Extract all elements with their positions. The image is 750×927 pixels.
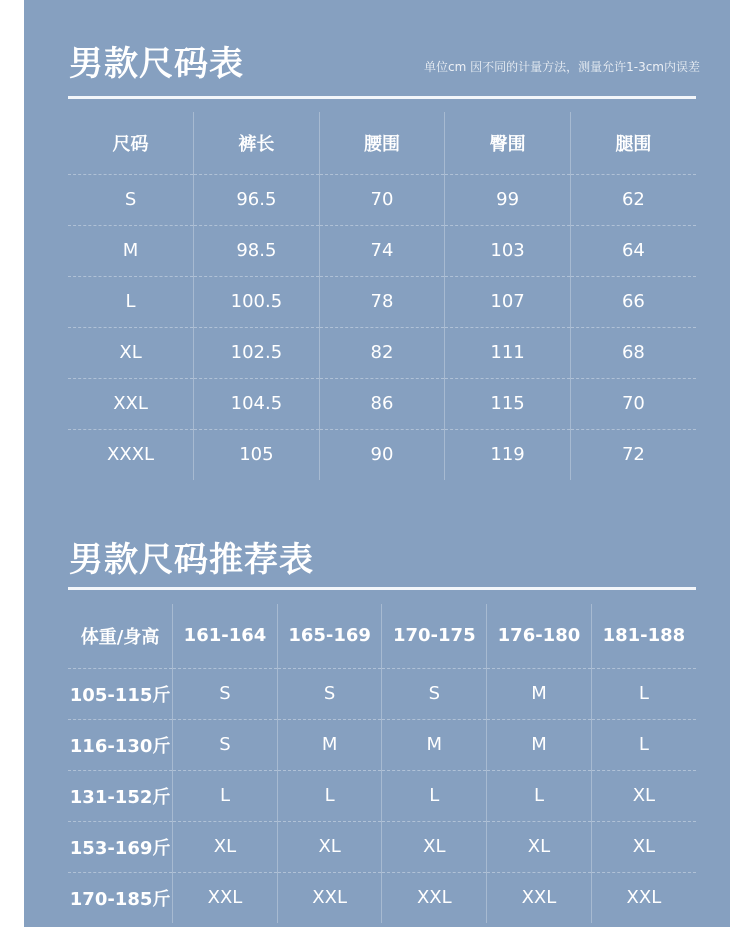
table-row: [68, 668, 696, 719]
table-cell: 82: [319, 327, 445, 378]
weight-cell: 153-169斤: [68, 821, 173, 872]
table-cell: L: [277, 770, 382, 821]
table-cell: S: [277, 668, 382, 719]
table-cell: 64: [570, 225, 696, 276]
table-row: [68, 719, 696, 770]
table-cell: XXL: [487, 872, 592, 923]
table-row: [68, 429, 696, 480]
table-row: [68, 276, 696, 327]
table-cell: M: [382, 719, 487, 770]
table-cell: 78: [319, 276, 445, 327]
recommend-table: [68, 604, 696, 923]
table-cell: L: [591, 719, 696, 770]
weight-cell: 131-152斤: [68, 770, 173, 821]
header-hip: 臀围: [445, 112, 571, 174]
table-cell: S: [173, 719, 278, 770]
table-cell: 96.5: [194, 174, 320, 225]
table-cell: XL: [591, 770, 696, 821]
table-cell: 72: [570, 429, 696, 480]
weight-cell: 170-185斤: [69, 888, 171, 910]
table-cell: 103: [445, 225, 571, 276]
title-divider: [68, 96, 696, 99]
table-cell: 62: [570, 174, 696, 225]
recommend-title-divider: [68, 587, 696, 590]
table-cell: M: [487, 668, 592, 719]
weight-cell: 116-130斤: [68, 719, 173, 770]
table-cell: L: [68, 276, 194, 327]
table-cell: XXXL: [107, 444, 155, 466]
table-cell: 99: [445, 174, 571, 225]
table-cell: XXL: [277, 872, 382, 923]
table-cell: S: [68, 174, 194, 225]
table-cell: 86: [319, 378, 445, 429]
table-cell: 90: [319, 429, 445, 480]
table-cell: 98.5: [194, 225, 320, 276]
size-chart-title: 男款尺码表: [69, 44, 244, 84]
header-size: 尺码: [68, 112, 194, 174]
header-height-range: 181-188: [591, 604, 696, 668]
table-row: [68, 872, 696, 923]
weight-cell: 105-115斤: [68, 668, 173, 719]
table-cell: 74: [319, 225, 445, 276]
recommend-chart-title: 男款尺码推荐表: [69, 540, 314, 580]
header-thigh: 腿围: [570, 112, 696, 174]
table-row: [68, 821, 696, 872]
table-cell: XXL: [591, 872, 696, 923]
header-length: 裤长: [194, 112, 320, 174]
table-cell: L: [591, 668, 696, 719]
table-cell: 66: [570, 276, 696, 327]
table-cell: XL: [68, 327, 194, 378]
table-cell: L: [487, 770, 592, 821]
table-cell: XXL: [382, 872, 487, 923]
table-cell: XL: [173, 821, 278, 872]
header-height-range: 176-180: [487, 604, 592, 668]
table-cell: 107: [445, 276, 571, 327]
table-cell: 104.5: [194, 378, 320, 429]
table-cell: L: [173, 770, 278, 821]
table-row: [68, 770, 696, 821]
table-cell: 115: [445, 378, 571, 429]
table-cell: XXL: [68, 378, 194, 429]
table-cell: XL: [487, 821, 592, 872]
size-table: [68, 112, 696, 480]
table-cell: M: [68, 225, 194, 276]
table-cell: 70: [570, 378, 696, 429]
table-cell: 68: [570, 327, 696, 378]
table-row: [68, 174, 696, 225]
table-cell: M: [277, 719, 382, 770]
table-row: [68, 327, 696, 378]
header-weight-height: 体重/身高: [68, 604, 173, 668]
header-height-range: 170-175: [382, 604, 487, 668]
table-cell: 70: [319, 174, 445, 225]
recommend-table-header: [68, 604, 696, 668]
table-cell: XL: [591, 821, 696, 872]
size-table-header: [68, 112, 696, 174]
table-cell: M: [487, 719, 592, 770]
table-cell: L: [382, 770, 487, 821]
header-height-range: 161-164: [173, 604, 278, 668]
table-cell: 111: [445, 327, 571, 378]
table-cell: 105: [194, 429, 320, 480]
size-chart-panel: [24, 0, 730, 927]
table-row: [68, 378, 696, 429]
table-cell: 119: [445, 429, 571, 480]
header-waist: 腰围: [319, 112, 445, 174]
table-cell: 100.5: [194, 276, 320, 327]
table-cell: S: [173, 668, 278, 719]
measurement-note: 单位cm 因不同的计量方法，测量允许1-3cm内误差: [424, 60, 700, 74]
table-cell: 102.5: [194, 327, 320, 378]
table-cell: XXL: [173, 872, 278, 923]
table-row: [68, 225, 696, 276]
table-cell: XL: [277, 821, 382, 872]
table-cell: XL: [382, 821, 487, 872]
table-cell: S: [382, 668, 487, 719]
header-height-range: 165-169: [277, 604, 382, 668]
